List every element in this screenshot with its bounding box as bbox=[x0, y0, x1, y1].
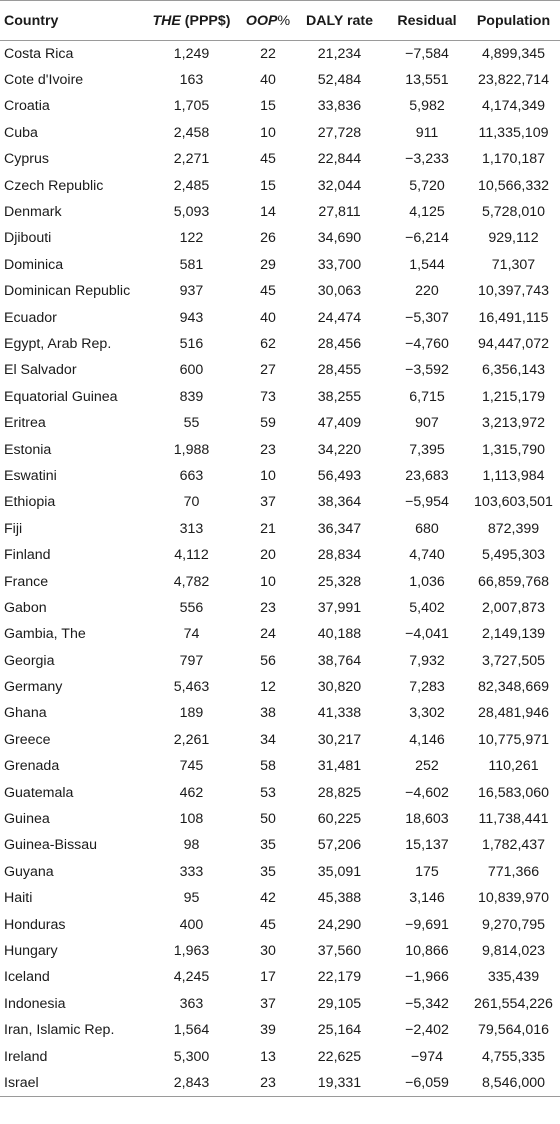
cell-population: 103,603,501 bbox=[474, 494, 553, 511]
cell-residual: 7,283 bbox=[409, 679, 445, 696]
cell-the: 1,705 bbox=[173, 98, 210, 115]
table-body bbox=[0, 41, 560, 1097]
cell-residual: 10,866 bbox=[405, 942, 449, 959]
cell-daly: 38,764 bbox=[317, 652, 362, 669]
cell-country: Ireland bbox=[4, 1048, 48, 1065]
cell-oop: 39 bbox=[260, 1022, 276, 1039]
cell-the: 4,245 bbox=[173, 969, 210, 986]
cell-daly: 25,328 bbox=[317, 573, 362, 590]
cell-country: Hungary bbox=[4, 942, 58, 959]
cell-country: Guatemala bbox=[4, 784, 74, 801]
cell-oop: 10 bbox=[260, 467, 276, 484]
cell-oop: 17 bbox=[260, 969, 276, 986]
cell-residual: 4,125 bbox=[409, 204, 445, 221]
cell-population: 110,261 bbox=[488, 758, 539, 775]
cell-country: Cote d'Ivoire bbox=[4, 72, 84, 89]
cell-country: Czech Republic bbox=[4, 177, 104, 194]
cell-daly: 28,456 bbox=[317, 335, 362, 352]
header-residual: Residual bbox=[387, 1, 467, 41]
cell-population: 872,399 bbox=[487, 520, 540, 537]
cell-the: 163 bbox=[179, 72, 204, 89]
cell-residual: 4,740 bbox=[409, 547, 445, 564]
cell-population: 9,270,795 bbox=[481, 916, 546, 933]
cell-oop: 45 bbox=[260, 916, 276, 933]
cell-population: 1,170,187 bbox=[481, 151, 546, 168]
cell-daly: 40,188 bbox=[317, 626, 362, 643]
cell-population: 261,554,226 bbox=[474, 995, 553, 1012]
cell-oop: 10 bbox=[260, 124, 276, 141]
cell-population: 1,215,179 bbox=[481, 388, 546, 405]
cell-country: Guyana bbox=[4, 863, 54, 880]
cell-residual: 5,982 bbox=[409, 98, 445, 115]
table-row bbox=[0, 41, 560, 67]
cell-daly: 25,164 bbox=[317, 1022, 362, 1039]
cell-residual: −4,760 bbox=[405, 335, 449, 352]
cell-oop: 10 bbox=[260, 573, 276, 590]
cell-population: 4,174,349 bbox=[481, 98, 546, 115]
cell-daly: 19,331 bbox=[292, 1070, 387, 1096]
cell-residual: −5,954 bbox=[405, 494, 449, 511]
table-row bbox=[0, 384, 560, 410]
cell-the: 2,261 bbox=[173, 731, 210, 748]
cell-population: 6,356,143 bbox=[481, 362, 546, 379]
cell-population: 10,839,970 bbox=[477, 890, 549, 907]
table-row bbox=[0, 1070, 560, 1096]
table-row bbox=[0, 964, 560, 990]
table-row bbox=[0, 436, 560, 462]
cell-daly: 22,844 bbox=[317, 151, 362, 168]
cell-daly: 34,690 bbox=[317, 230, 362, 247]
table-row bbox=[0, 67, 560, 93]
cell-country: Djibouti bbox=[4, 230, 52, 247]
cell-oop: 23 bbox=[260, 599, 276, 616]
cell-oop: 37 bbox=[260, 494, 276, 511]
cell-the: 663 bbox=[179, 467, 204, 484]
cell-residual: 3,146 bbox=[409, 890, 445, 907]
table-row bbox=[0, 674, 560, 700]
cell-residual: 4,146 bbox=[409, 731, 445, 748]
table-row bbox=[0, 93, 560, 119]
cell-residual: 252 bbox=[415, 758, 439, 775]
table-row bbox=[0, 779, 560, 805]
cell-residual: 18,603 bbox=[405, 811, 449, 828]
cell-oop: 45 bbox=[260, 151, 276, 168]
cell-country: Indonesia bbox=[4, 995, 66, 1012]
cell-country: Germany bbox=[4, 679, 63, 696]
cell-daly: 36,347 bbox=[317, 520, 362, 537]
cell-oop: 40 bbox=[260, 72, 276, 89]
cell-country: Costa Rica bbox=[4, 45, 74, 62]
cell-country: Iceland bbox=[4, 969, 50, 986]
cell-residual: −6,214 bbox=[405, 230, 449, 247]
cell-population: 8,546,000 bbox=[467, 1070, 560, 1096]
cell-population: 771,366 bbox=[487, 863, 540, 880]
table-row bbox=[0, 859, 560, 885]
cell-the: 333 bbox=[179, 863, 204, 880]
table-row bbox=[0, 410, 560, 436]
cell-population: 2,007,873 bbox=[481, 599, 546, 616]
table-row bbox=[0, 199, 560, 225]
cell-country: Cuba bbox=[4, 124, 38, 141]
cell-the: 122 bbox=[179, 230, 204, 247]
cell-country: Gambia, The bbox=[4, 626, 86, 643]
cell-oop: 26 bbox=[260, 230, 276, 247]
cell-the: 943 bbox=[179, 309, 204, 326]
cell-residual: 7,932 bbox=[409, 652, 445, 669]
cell-the: 2,843 bbox=[139, 1070, 244, 1096]
cell-residual: 175 bbox=[415, 863, 439, 880]
cell-population: 11,335,109 bbox=[478, 124, 549, 141]
cell-daly: 41,338 bbox=[317, 705, 362, 722]
cell-oop: 73 bbox=[260, 388, 276, 405]
cell-daly: 28,834 bbox=[317, 547, 362, 564]
header-oop-unit: % bbox=[277, 12, 291, 29]
cell-residual: 680 bbox=[415, 520, 439, 537]
cell-country: Eritrea bbox=[4, 415, 46, 432]
table-row bbox=[0, 595, 560, 621]
table-row bbox=[0, 331, 560, 357]
cell-residual: 23,683 bbox=[405, 467, 449, 484]
cell-population: 3,213,972 bbox=[481, 415, 546, 432]
cell-residual: −4,602 bbox=[405, 784, 449, 801]
cell-oop: 30 bbox=[260, 942, 276, 959]
cell-oop: 27 bbox=[260, 362, 276, 379]
cell-daly: 27,728 bbox=[317, 124, 362, 141]
cell-country: Gabon bbox=[4, 599, 47, 616]
cell-residual: 15,137 bbox=[405, 837, 449, 854]
cell-oop: 45 bbox=[260, 283, 276, 300]
cell-residual: −3,592 bbox=[405, 362, 449, 379]
cell-country: Finland bbox=[4, 547, 51, 564]
cell-country: Honduras bbox=[4, 916, 66, 933]
cell-daly: 28,455 bbox=[317, 362, 362, 379]
cell-the: 600 bbox=[179, 362, 204, 379]
cell-daly: 33,700 bbox=[317, 256, 362, 273]
table-row bbox=[0, 832, 560, 858]
cell-the: 937 bbox=[179, 283, 204, 300]
table-row bbox=[0, 278, 560, 304]
cell-the: 5,463 bbox=[173, 679, 210, 696]
cell-population: 10,397,743 bbox=[477, 283, 549, 300]
cell-country: Croatia bbox=[4, 98, 50, 115]
cell-the: 363 bbox=[179, 995, 204, 1012]
cell-country: Israel bbox=[0, 1070, 139, 1096]
cell-population: 4,899,345 bbox=[481, 45, 546, 62]
cell-daly: 38,364 bbox=[317, 494, 362, 511]
cell-the: 797 bbox=[179, 652, 204, 669]
cell-oop: 38 bbox=[260, 705, 276, 722]
header-oop bbox=[244, 1, 292, 41]
table-row bbox=[0, 357, 560, 383]
cell-population: 66,859,768 bbox=[477, 573, 549, 590]
table-row bbox=[0, 885, 560, 911]
cell-the: 189 bbox=[179, 705, 204, 722]
cell-the: 400 bbox=[179, 916, 204, 933]
table-row bbox=[0, 463, 560, 489]
cell-daly: 30,217 bbox=[317, 731, 362, 748]
cell-daly: 30,820 bbox=[317, 679, 362, 696]
cell-population: 28,481,946 bbox=[477, 705, 549, 722]
cell-residual: −5,307 bbox=[405, 309, 449, 326]
cell-population: 79,564,016 bbox=[477, 1022, 549, 1039]
cell-country: El Salvador bbox=[4, 362, 77, 379]
cell-daly: 45,388 bbox=[317, 890, 362, 907]
cell-population: 94,447,072 bbox=[477, 335, 549, 352]
header-population: Population bbox=[467, 1, 560, 41]
cell-the: 2,485 bbox=[173, 177, 210, 194]
cell-country: Dominica bbox=[4, 256, 64, 273]
cell-country: Greece bbox=[4, 731, 51, 748]
cell-population: 11,738,441 bbox=[478, 811, 549, 828]
cell-oop: 20 bbox=[260, 547, 276, 564]
table-row bbox=[0, 516, 560, 542]
cell-residual: 1,544 bbox=[409, 256, 445, 273]
table-row bbox=[0, 727, 560, 753]
cell-daly: 60,225 bbox=[317, 811, 362, 828]
cell-daly: 21,234 bbox=[317, 45, 362, 62]
table-row bbox=[0, 172, 560, 198]
cell-country: Guinea-Bissau bbox=[4, 837, 98, 854]
cell-country: Georgia bbox=[4, 652, 55, 669]
table-row bbox=[0, 938, 560, 964]
cell-the: 4,112 bbox=[174, 547, 209, 564]
cell-oop: 14 bbox=[260, 204, 276, 221]
cell-oop: 21 bbox=[260, 520, 276, 537]
cell-residual: 13,551 bbox=[405, 72, 449, 89]
cell-daly: 37,991 bbox=[317, 599, 362, 616]
cell-residual: 220 bbox=[415, 283, 439, 300]
cell-oop: 13 bbox=[260, 1048, 276, 1065]
cell-the: 556 bbox=[179, 599, 204, 616]
cell-oop: 58 bbox=[260, 758, 276, 775]
table-row bbox=[0, 542, 560, 568]
cell-residual: 1,036 bbox=[409, 573, 445, 590]
table-row bbox=[0, 568, 560, 594]
cell-daly: 56,493 bbox=[317, 467, 362, 484]
cell-oop: 59 bbox=[260, 415, 276, 432]
cell-oop: 29 bbox=[260, 256, 276, 273]
cell-the: 462 bbox=[179, 784, 204, 801]
table-row bbox=[0, 806, 560, 832]
cell-daly: 24,474 bbox=[317, 309, 362, 326]
cell-residual: −6,059 bbox=[387, 1070, 467, 1096]
header-the-abbrev: THE bbox=[152, 12, 181, 29]
table-row bbox=[0, 621, 560, 647]
cell-country: Estonia bbox=[4, 441, 52, 458]
cell-population: 5,728,010 bbox=[481, 204, 546, 221]
cell-the: 5,300 bbox=[173, 1048, 210, 1065]
cell-the: 1,564 bbox=[173, 1022, 210, 1039]
cell-the: 2,458 bbox=[173, 124, 210, 141]
table-row bbox=[0, 304, 560, 330]
cell-population: 23,822,714 bbox=[477, 72, 549, 89]
cell-daly: 30,063 bbox=[317, 283, 362, 300]
cell-country: Cyprus bbox=[4, 151, 49, 168]
cell-oop: 37 bbox=[260, 995, 276, 1012]
cell-country: Equatorial Guinea bbox=[4, 388, 118, 405]
cell-country: France bbox=[4, 573, 49, 590]
cell-country: Ecuador bbox=[4, 309, 57, 326]
table-row bbox=[0, 911, 560, 937]
cell-oop: 40 bbox=[260, 309, 276, 326]
cell-daly: 52,484 bbox=[317, 72, 362, 89]
cell-country: Iran, Islamic Rep. bbox=[4, 1022, 115, 1039]
cell-daly: 57,206 bbox=[317, 837, 362, 854]
table-row bbox=[0, 700, 560, 726]
cell-oop: 34 bbox=[260, 731, 276, 748]
cell-residual: 6,715 bbox=[409, 388, 445, 405]
cell-population: 16,491,115 bbox=[478, 309, 549, 326]
cell-oop: 12 bbox=[260, 679, 276, 696]
cell-the: 581 bbox=[179, 256, 204, 273]
cell-country: Ghana bbox=[4, 705, 47, 722]
cell-country: Denmark bbox=[4, 204, 62, 221]
cell-oop: 35 bbox=[260, 863, 276, 880]
cell-residual: 907 bbox=[415, 415, 439, 432]
cell-the: 4,782 bbox=[173, 573, 210, 590]
cell-population: 71,307 bbox=[491, 256, 536, 273]
cell-population: 3,727,505 bbox=[481, 652, 546, 669]
cell-daly: 47,409 bbox=[317, 415, 362, 432]
cell-residual: −5,342 bbox=[405, 995, 449, 1012]
cell-daly: 22,179 bbox=[317, 969, 362, 986]
cell-the: 1,988 bbox=[173, 441, 210, 458]
cell-oop: 23 bbox=[260, 441, 276, 458]
cell-population: 9,814,023 bbox=[481, 942, 546, 959]
cell-residual: −974 bbox=[411, 1048, 443, 1065]
cell-daly: 31,481 bbox=[317, 758, 362, 775]
cell-residual: 7,395 bbox=[409, 441, 445, 458]
cell-residual: 911 bbox=[415, 124, 439, 141]
cell-population: 10,566,332 bbox=[477, 177, 549, 194]
cell-residual: −7,584 bbox=[405, 45, 449, 62]
header-the-unit: (PPP$) bbox=[180, 12, 231, 29]
cell-daly: 32,044 bbox=[317, 177, 362, 194]
cell-population: 335,439 bbox=[487, 969, 540, 986]
cell-population: 10,775,971 bbox=[477, 731, 549, 748]
cell-residual: 5,720 bbox=[409, 177, 445, 194]
header-row bbox=[0, 1, 560, 41]
cell-country: Guinea bbox=[4, 811, 50, 828]
cell-the: 313 bbox=[179, 520, 204, 537]
cell-country: Ethiopia bbox=[4, 494, 56, 511]
cell-the: 2,271 bbox=[173, 151, 210, 168]
table-row bbox=[0, 1043, 560, 1069]
cell-population: 1,113,984 bbox=[482, 467, 545, 484]
cell-daly: 33,836 bbox=[317, 98, 362, 115]
cell-population: 1,782,437 bbox=[481, 837, 546, 854]
cell-daly: 38,255 bbox=[317, 388, 362, 405]
table-row bbox=[0, 753, 560, 779]
cell-oop: 53 bbox=[260, 784, 276, 801]
cell-oop: 62 bbox=[260, 335, 276, 352]
cell-oop: 22 bbox=[260, 45, 276, 62]
cell-oop: 42 bbox=[260, 890, 276, 907]
cell-population: 4,755,335 bbox=[481, 1048, 546, 1065]
header-country: Country bbox=[0, 1, 139, 41]
cell-residual: −4,041 bbox=[405, 626, 449, 643]
cell-country: Dominican Republic bbox=[4, 283, 131, 300]
cell-the: 108 bbox=[179, 811, 204, 828]
cell-country: Eswatini bbox=[4, 467, 57, 484]
cell-residual: 5,402 bbox=[409, 599, 445, 616]
cell-oop: 15 bbox=[260, 98, 276, 115]
cell-the: 839 bbox=[179, 388, 204, 405]
cell-daly: 22,625 bbox=[317, 1048, 362, 1065]
cell-oop: 56 bbox=[260, 652, 276, 669]
cell-daly: 28,825 bbox=[317, 784, 362, 801]
cell-daly: 34,220 bbox=[317, 441, 362, 458]
cell-daly: 37,560 bbox=[317, 942, 362, 959]
cell-oop: 24 bbox=[260, 626, 276, 643]
cell-oop: 23 bbox=[244, 1070, 292, 1096]
header-oop-abbrev: OOP bbox=[245, 12, 278, 29]
cell-daly: 29,105 bbox=[317, 995, 362, 1012]
cell-the: 70 bbox=[183, 494, 200, 511]
table-row bbox=[0, 1017, 560, 1043]
cell-the: 55 bbox=[183, 415, 200, 432]
header-daly: DALY rate bbox=[292, 1, 387, 41]
cell-the: 98 bbox=[183, 837, 200, 854]
cell-the: 745 bbox=[179, 758, 204, 775]
cell-oop: 35 bbox=[260, 837, 276, 854]
cell-residual: −9,691 bbox=[405, 916, 449, 933]
cell-population: 2,149,139 bbox=[481, 626, 546, 643]
cell-the: 95 bbox=[183, 890, 200, 907]
cell-population: 16,583,060 bbox=[477, 784, 549, 801]
table-row bbox=[0, 146, 560, 172]
cell-oop: 50 bbox=[260, 811, 276, 828]
cell-residual: −1,966 bbox=[405, 969, 449, 986]
cell-population: 929,112 bbox=[488, 230, 539, 247]
header-the bbox=[139, 1, 244, 41]
table-row bbox=[0, 252, 560, 278]
table-header bbox=[0, 1, 560, 41]
cell-population: 1,315,790 bbox=[481, 441, 546, 458]
cell-the: 516 bbox=[179, 335, 204, 352]
cell-country: Grenada bbox=[4, 758, 60, 775]
cell-the: 5,093 bbox=[173, 204, 210, 221]
cell-country: Fiji bbox=[4, 520, 23, 537]
cell-residual: 3,302 bbox=[409, 705, 445, 722]
cell-population: 82,348,669 bbox=[477, 679, 549, 696]
cell-daly: 24,290 bbox=[317, 916, 362, 933]
cell-residual: −2,402 bbox=[405, 1022, 449, 1039]
table-row bbox=[0, 991, 560, 1017]
cell-population: 5,495,303 bbox=[481, 547, 546, 564]
cell-residual: −3,233 bbox=[405, 151, 449, 168]
cell-daly: 27,811 bbox=[318, 204, 361, 221]
cell-the: 74 bbox=[183, 626, 200, 643]
cell-country: Haiti bbox=[4, 890, 33, 907]
table-row bbox=[0, 489, 560, 515]
table-row bbox=[0, 225, 560, 251]
table-row bbox=[0, 647, 560, 673]
cell-the: 1,963 bbox=[173, 942, 210, 959]
table-row bbox=[0, 120, 560, 146]
cell-country: Egypt, Arab Rep. bbox=[4, 335, 112, 352]
cell-daly: 35,091 bbox=[317, 863, 362, 880]
cell-the: 1,249 bbox=[173, 45, 210, 62]
cell-oop: 15 bbox=[260, 177, 276, 194]
